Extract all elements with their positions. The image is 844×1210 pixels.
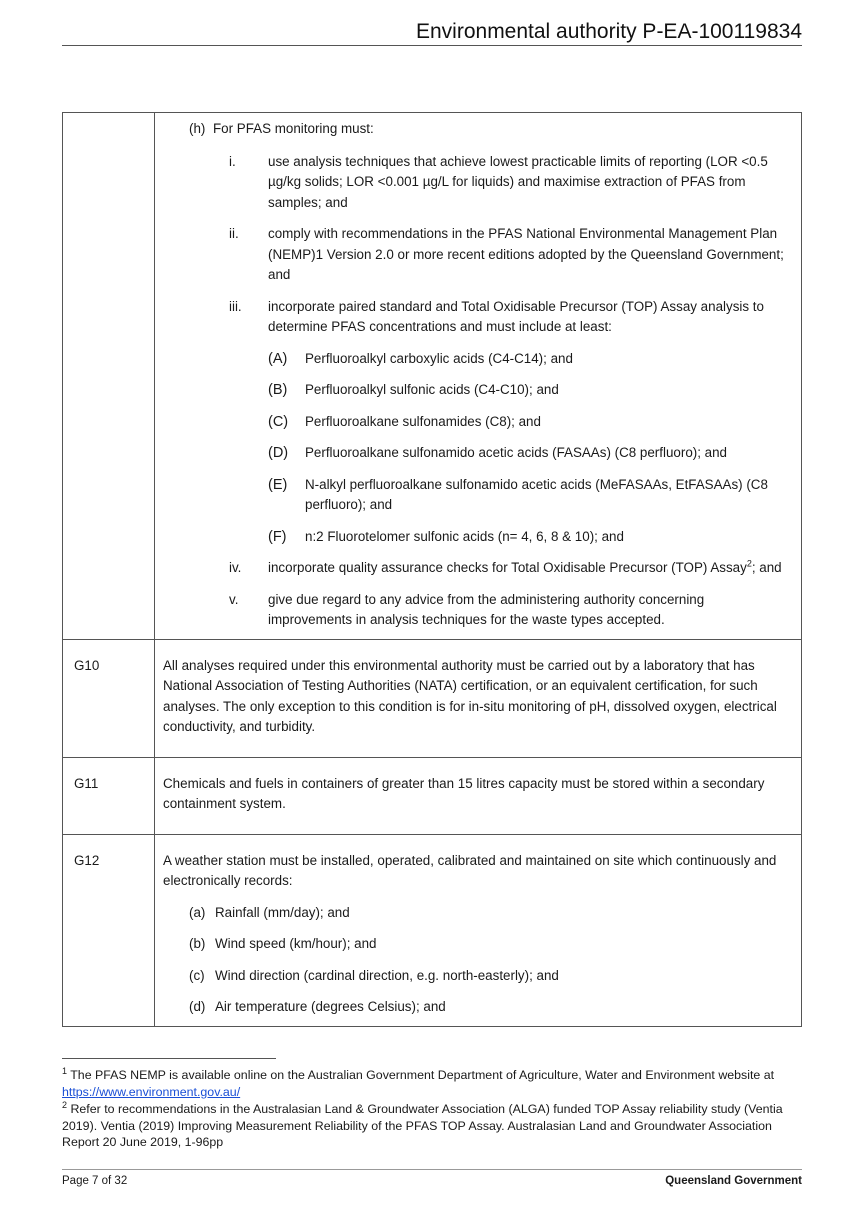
list-text: For PFAS monitoring must: xyxy=(213,121,374,136)
footnote-ref: 2 xyxy=(746,558,752,569)
condition-text-cell xyxy=(155,834,802,1026)
list-text: N-alkyl perfluoroalkane sulfonamido acetic acids (MeFASAAs, EtFASAAs) (C8 perfluoro); and xyxy=(305,476,768,512)
table-row xyxy=(63,113,802,640)
list-item xyxy=(163,997,787,1018)
list-marker: (D) xyxy=(268,445,289,461)
list-item xyxy=(163,152,787,214)
list-item xyxy=(163,349,787,370)
document-title: Environmental authority P-EA-100119834 xyxy=(415,20,802,43)
condition-code-cell: G10 xyxy=(63,639,155,757)
list-marker: i. xyxy=(229,153,236,169)
list-marker: (C) xyxy=(268,413,289,430)
list-item xyxy=(163,380,787,401)
page-number: Page 7 of 32 xyxy=(62,1175,128,1187)
list-item xyxy=(163,903,787,924)
table-row xyxy=(63,834,802,1026)
list-item xyxy=(163,590,787,631)
list-text: Rainfall (mm/day); and xyxy=(215,904,350,920)
list-item xyxy=(163,966,787,987)
header-divider xyxy=(62,45,802,46)
list-text: comply with recommendations in the PFAS National Environmental Management Plan (NEMP)1 Version 2.0 or more recent editions adopted by the Queensland Government; and xyxy=(268,226,784,282)
footnote-1: $^1$ The PFAS NEMP is available online on the Australian Government Department of Agriculture, Water and Environment website at https://www.environment.gov.au/ xyxy=(62,1065,775,1099)
list-marker: v. xyxy=(229,591,239,607)
list-marker: (B) xyxy=(268,382,288,398)
condition-code-cell xyxy=(63,113,155,640)
table-row xyxy=(63,757,802,834)
list-item xyxy=(163,443,787,464)
list-marker: ii. xyxy=(229,226,239,241)
list-item xyxy=(163,475,787,516)
list-item xyxy=(163,412,787,433)
list-item xyxy=(163,934,787,955)
condition-text: All analyses required under this environmental authority must be carried out by a laboratory that has National Association of Testing Authorities (NATA) certification, or an equivalent certification, for such analyses. The only exception to this condition is for in-situ monitoring of pH, dissolved oxygen, electrical conductivity, and turbidity. xyxy=(163,657,777,734)
list-item xyxy=(163,527,787,548)
list-text: Perfluoroalkyl sulfonic acids (C4-C10); and xyxy=(305,382,559,397)
list-text: Perfluoroalkyl carboxylic acids (C4-C14); and xyxy=(305,350,573,366)
table-row xyxy=(63,639,802,757)
list-marker: iii. xyxy=(229,298,242,314)
list-marker: (d) xyxy=(189,999,206,1014)
list-text: Wind speed (km/hour); and xyxy=(215,936,377,951)
conditions-table xyxy=(62,112,802,1027)
list-text: use analysis techniques that achieve lowest practicable limits of reporting (LOR <0.5 µg/kg solids; LOR <0.001 µg/L for liquids) and maximise extraction of PFAS from samples; and xyxy=(268,153,768,210)
list-item xyxy=(163,558,787,579)
list-marker: (F) xyxy=(268,528,287,545)
list-marker: (b) xyxy=(189,936,206,951)
list-text: incorporate paired standard and Total Oxidisable Precursor (TOP) Assay analysis to determine PFAS concentrations and must include at least: xyxy=(268,298,764,334)
list-text: n:2 Fluorotelomer sulfonic acids (n= 4, 6, 8 & 10); and xyxy=(305,528,624,544)
list-item xyxy=(163,297,787,338)
condition-code-cell: G11 xyxy=(63,757,155,834)
footnote-divider xyxy=(62,1058,276,1059)
footer-divider xyxy=(62,1169,802,1170)
condition-text: A weather station must be installed, operated, calibrated and maintained on site which continuously and electronically records: xyxy=(163,852,777,888)
list-marker: (c) xyxy=(189,967,205,983)
list-marker: (E) xyxy=(268,476,288,493)
organisation-name: Queensland Government xyxy=(665,1175,802,1187)
condition-text-cell xyxy=(155,757,802,834)
list-marker: iv. xyxy=(229,560,242,575)
footnotes xyxy=(62,1067,802,1152)
list-text: Wind direction (cardinal direction, e.g. north-easterly); and xyxy=(215,967,559,983)
condition-text-cell xyxy=(155,113,802,640)
list-text: Perfluoroalkane sulfonamides (C8); and xyxy=(305,413,541,429)
footnote-link[interactable]: https://www.environment.gov.au/ xyxy=(62,1084,241,1099)
list-item xyxy=(163,224,787,286)
list-marker: (a) xyxy=(189,904,206,920)
list-text: incorporate quality assurance checks for Total Oxidisable Precursor (TOP) Assay$^2$; and xyxy=(268,558,782,575)
condition-code-cell: G12 xyxy=(63,834,155,1026)
list-text: Air temperature (degrees Celsius); and xyxy=(215,999,446,1014)
condition-text: Chemicals and fuels in containers of greater than 15 litres capacity must be stored within a secondary containment system. xyxy=(163,775,765,811)
list-text: Perfluoroalkane sulfonamido acetic acids (FASAAs) (C8 perfluoro); and xyxy=(305,445,728,460)
condition-text-cell xyxy=(155,639,802,757)
footnote-2: $^2$ Refer to recommendations in the Australasian Land & Groundwater Association (ALGA) funded TOP Assay reliability study (Ventia 2019). Ventia (2019) Improving Measurement Reliability of the PFAS TOP Assay. Australasian Land and Groundwater Association Report 20 June 2019, 1-96pp xyxy=(62,1099,783,1149)
list-item xyxy=(163,119,787,140)
list-text: give due regard to any advice from the administering authority concerning improvements in analysis techniques for the waste types accepted. xyxy=(268,591,705,627)
list-marker: (h) xyxy=(189,121,206,136)
list-marker: (A) xyxy=(268,350,288,367)
